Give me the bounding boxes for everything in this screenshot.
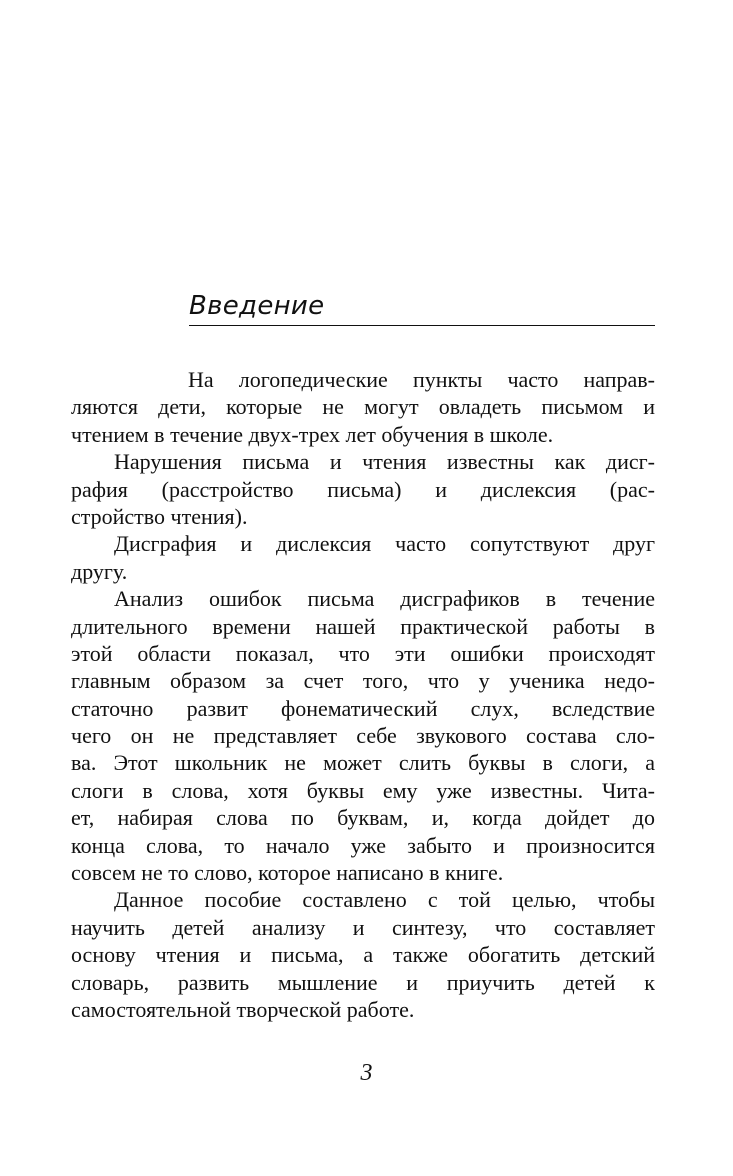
text-line: длительного времени нашей практической работы в	[71, 613, 655, 639]
text-line: этой области показал, что эти ошибки происходят	[71, 640, 655, 666]
text-line: слоги в слова, хотя буквы ему уже известны. Чита-	[71, 777, 655, 803]
text-line: стройство чтения).	[71, 503, 248, 529]
text-line: ет, набирая слова по буквам, и, когда дойдет до	[71, 805, 655, 831]
text-line: статочно развит фонематический слух, вследствие	[71, 695, 655, 721]
text-line: рафия (расстройство письма) и дислексия (рас-	[71, 476, 655, 502]
text-line: Дисграфия и дислексия часто сопутствуют друг	[114, 531, 655, 557]
heading-underline	[189, 325, 655, 326]
text-line: Данное пособие составлено с той целью, чтобы	[114, 887, 655, 913]
text-line: чего он не представляет себе звукового состава сло-	[71, 723, 655, 749]
text-line: ва. Этот школьник не может слить буквы в слоги, а	[71, 750, 655, 776]
text-line: главным образом за счет того, что у ученика недо-	[71, 668, 655, 694]
text-line: Анализ ошибок письма дисграфиков в течение	[114, 586, 655, 612]
page-number: 3	[360, 1060, 373, 1086]
text-line: другу.	[71, 558, 128, 584]
text-line: чтением в течение двух-трех лет обучения в школе.	[71, 421, 554, 447]
text-line: словарь, развить мышление и приучить детей к	[71, 969, 655, 995]
text-line: Нарушения письма и чтения известны как дисг-	[114, 449, 655, 475]
body-text	[71, 366, 655, 1023]
text-line: конца слова, то начало уже забыто и произносится	[71, 832, 655, 858]
text-line: самостоятельной творческой работе.	[71, 996, 415, 1022]
text-line: На логопедические пункты часто направ-	[188, 367, 655, 392]
text-line: основу чтения и письма, а также обогатить детский	[71, 942, 655, 968]
text-line: ляются дети, которые не могут овладеть письмом и	[71, 394, 655, 420]
section-heading: Введение	[189, 291, 325, 321]
text-line: научить детей анализу и синтезу, что составляет	[71, 914, 655, 940]
text-line: совсем не то слово, которое написано в книге.	[71, 860, 504, 886]
